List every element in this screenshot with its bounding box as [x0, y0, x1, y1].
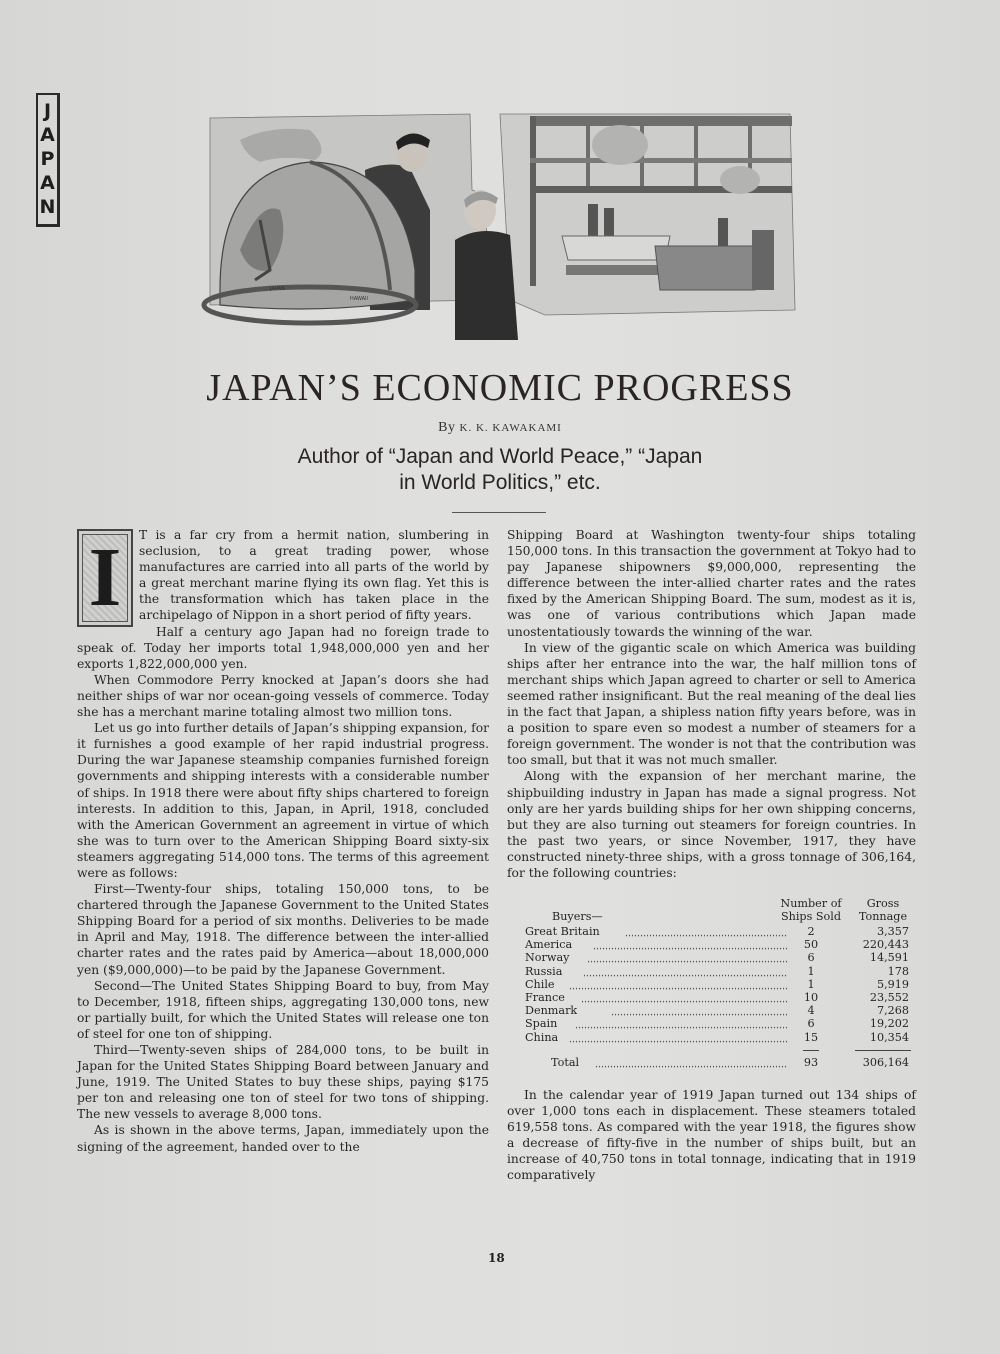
header-text: Gross [866, 897, 900, 911]
ships-sold: 1 [807, 964, 815, 978]
article-title: JAPAN’S ECONOMIC PROGRESS [206, 367, 794, 409]
gross-tonnage: 10,354 [869, 1030, 909, 1044]
ships-sold: 50 [803, 938, 819, 952]
ships-sold: 6 [807, 1017, 815, 1031]
table-row-total [525, 1056, 911, 1069]
paragraph: Let us go into further details of Japan’s shipping expansion, for it furnishes a good example of her rapid industrial progress. During the war Japanese steamship companies furnished foreign governments and shipping interests with a considerable number of ships. In 1918 there were about fifty ships chartered to foreign interests. In addition to this, Japan, in April, 1918, concluded with the American Government an agreement in virtue of which she was to turn over to the American Shipping Board sixty-six steamers aggregating 514,000 tons. The terms of this agreement were as follows: [77, 721, 489, 880]
side-tag-letter: P [40, 147, 55, 170]
paragraph: Along with the expansion of her merchant marine, the shipbuilding industry in Japan has made a signal progress. Not only are her yards building ships for her own shipping concerns, but they are also turning out steamers for foreign countries. In the past two years, or since November, 1917, they have constructed ninety-three ships, with a gross tonnage of 306,164, for the following countries: [507, 769, 916, 880]
author-credentials-line-2: in World Politics,” etc. [399, 471, 601, 494]
author-name: K. K. KAWAKAMI [459, 422, 562, 434]
byline [0, 420, 1000, 436]
leader-dots [595, 1056, 787, 1069]
author-credentials-line-1: Author of “Japan and World Peace,” “Japan [297, 445, 703, 468]
total-label: Total [551, 1055, 580, 1069]
table-header [525, 897, 911, 925]
table-body [525, 925, 911, 1044]
separator-rule [855, 1050, 911, 1051]
paragraph: When Commodore Perry knocked at Japan’s doors she had neither ships of war nor ocean-going vessels of commerce. Today she has a merchant marine totaling almost two million tons. [77, 672, 489, 720]
paragraph: As is shown in the above terms, Japan, immediately upon the signing of the agreement, handed over to the [77, 1123, 489, 1154]
total-separator [525, 1044, 911, 1056]
buyer-name: Chile [525, 977, 555, 991]
ornamental-drop-cap [77, 529, 133, 627]
leader-dots [587, 951, 787, 964]
globe-label-hawaii: HAWAII [350, 296, 368, 302]
table-row [525, 991, 911, 1004]
side-tag-letter: A [40, 172, 55, 195]
table-row [525, 978, 911, 991]
total-ships: 93 [803, 1055, 819, 1069]
header-illustration [200, 100, 800, 340]
leader-dots [575, 1017, 787, 1030]
ships-sold: 2 [807, 925, 815, 939]
gross-tonnage: 7,268 [876, 1004, 909, 1018]
title-divider [452, 512, 546, 513]
header-buyers: Buyers— [552, 910, 603, 924]
buyer-name: Russia [525, 964, 563, 978]
paragraph: T is a far cry from a hermit nation, slumbering in seclusion, to a great trading power, whose manufactures are carried into all parts of the world by a great merchant marine flying its own flag. Yet this is the transformation which has taken place in the archipelago of Nippon in a short period of fifty years. [139, 528, 489, 623]
ships-sold: 6 [807, 951, 815, 965]
gross-tonnage: 220,443 [862, 938, 909, 952]
section-tab-japan [36, 93, 60, 227]
paragraph: Half a century ago Japan had no foreign trade to speak of. Today her imports total 1,948,000,000 yen and her exports 1,822,000,000 yen. [77, 624, 489, 671]
table-row [525, 1031, 911, 1044]
buyer-name: Spain [525, 1017, 558, 1031]
paragraph: First—Twenty-four ships, totaling 150,000 tons, to be chartered through the Japanese Government to the United States Shipping Board for a period of six months. Deliveries to be made in April and May, 1918. The difference between the inter-allied charter rates and the rates paid by America—about 18,000,000 yen ($9,000,000)—to be paid by the Japanese Government. [77, 882, 489, 977]
gross-tonnage: 5,919 [876, 977, 909, 991]
leader-dots [583, 965, 787, 978]
header-text: Number of [780, 897, 842, 911]
gross-tonnage: 14,591 [869, 951, 909, 965]
leader-dots [569, 1031, 787, 1044]
gross-tonnage: 19,202 [869, 1017, 909, 1031]
leader-dots [625, 925, 787, 938]
header-gross-tonnage [851, 897, 915, 923]
header-number-of-ships [771, 897, 851, 923]
paragraph: In view of the gigantic scale on which America was building ships after her entrance into the war, the half million tons of merchant ships which Japan agreed to charter or sell to America seemed rather insignificant. But the real meaning of the deal lies in the fact that Japan, a shipless nation fifty years before, was in a position to spare even so modest a number of steamers for a foreign government. The wonder is not that the contribution was too small, but that it was not much smaller. [507, 640, 916, 768]
table-row [525, 938, 911, 951]
gross-tonnage: 3,357 [876, 925, 909, 939]
ships-sold: 1 [807, 977, 815, 991]
author-credentials [250, 444, 750, 496]
globe-label-japan: JAPAN [270, 286, 285, 292]
side-tag-letter: J [43, 99, 52, 122]
paragraph: In the calendar year of 1919 Japan turned out 134 ships of over 1,000 tons each in displacement. These steamers totaled 619,558 tons. As compared with the year 1918, the figures show a decrease of fifty-five in the number of ships built, but an increase of 40,750 tons in total tonnage, indicating that in 1919 comparatively [507, 1087, 916, 1183]
buyer-name: Denmark [525, 1004, 578, 1018]
article-column-left [77, 527, 489, 1155]
header-text: Tonnage [858, 910, 908, 924]
table-row [525, 965, 911, 978]
paragraph: Third—Twenty-seven ships of 284,000 tons, to be built in Japan for the United States Shipping Board between January and June, 1919. The United States to buy these ships, paying $175 per ton and releasing one ton of steel for two tons of shipping. The new vessels to average 8,000 tons. [77, 1043, 489, 1122]
drop-cap-letter: I [88, 531, 122, 624]
buyer-name: France [525, 991, 565, 1004]
leader-dots [581, 991, 787, 1004]
page-number: 18 [488, 1251, 505, 1265]
buyer-name: America [525, 938, 573, 952]
ships-sold-table [525, 897, 911, 1069]
table-row [525, 951, 911, 964]
total-tonnage: 306,164 [862, 1055, 909, 1069]
byline-prefix: By [438, 420, 456, 435]
buyer-name: Norway [525, 951, 570, 965]
ships-sold: 10 [803, 991, 819, 1004]
buyer-name: Great Britain [525, 925, 600, 939]
leader-dots [569, 978, 787, 991]
table-row [525, 925, 911, 938]
gross-tonnage: 23,552 [869, 991, 909, 1004]
side-tag-letter: N [39, 196, 56, 219]
header-text: Ships Sold [780, 910, 842, 924]
leader-dots [611, 1004, 787, 1017]
ships-sold: 15 [803, 1030, 819, 1044]
ships-sold: 4 [807, 1004, 815, 1018]
paragraph: Second—The United States Shipping Board to buy, from May to December, 1918, fifteen ships, aggregating 130,000 tons, new or partially built, for which the United States will release one ton of steel for one ton of shipping. [77, 978, 489, 1041]
buyer-name: China [525, 1030, 559, 1044]
paragraph: Shipping Board at Washington twenty-four ships totaling 150,000 tons. In this transaction the government at Tokyo had to pay Japanese shipowners $9,000,000, representing the difference between the inter-allied charter rates and the rates fixed by the American Shipping Board. The sum, modest as it is, was one of various contributions which Japan made unostentatiously towards the winning of the war. [507, 528, 916, 639]
table-row [525, 1004, 911, 1017]
table-row [525, 1017, 911, 1030]
gross-tonnage: 178 [887, 964, 909, 978]
side-tag-letter: A [40, 123, 55, 146]
article-column-right [507, 527, 916, 1184]
separator-rule [803, 1050, 819, 1051]
leader-dots [593, 938, 787, 951]
